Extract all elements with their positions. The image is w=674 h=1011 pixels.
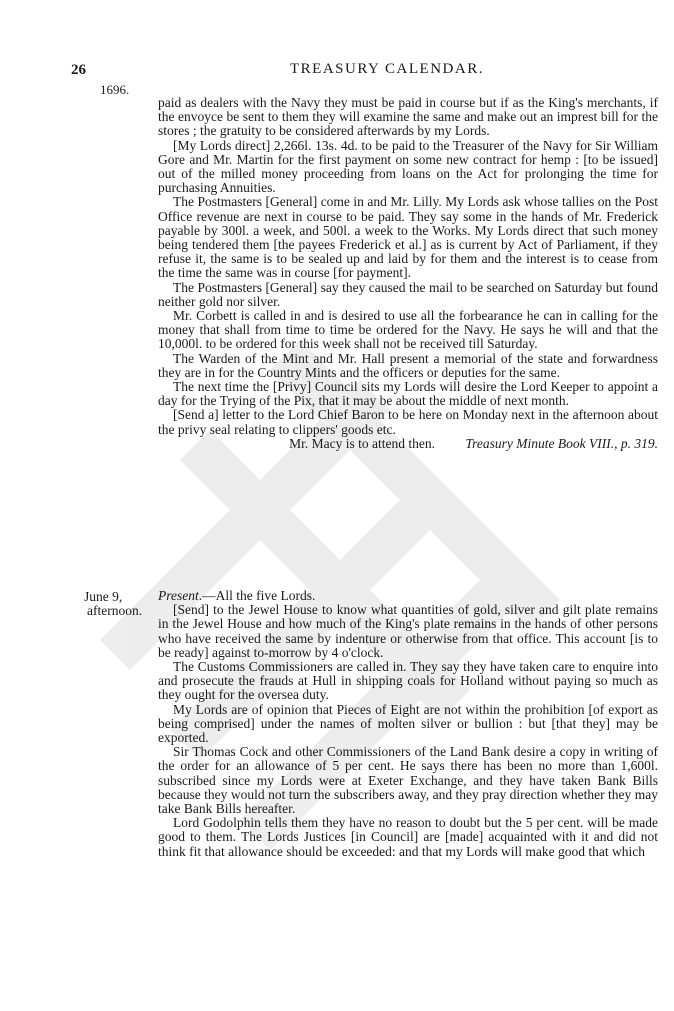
paragraph: [Send a] letter to the Lord Chief Baron to be here on Monday next in the afternoon about the privy seal relating to clippers' goods etc. bbox=[158, 407, 658, 437]
source-reference: Treasury Minute Book VIII., p. 319. bbox=[465, 435, 658, 451]
paragraph: The Postmasters [General] come in and Mr. Lilly. My Lords ask whose tallies on the Post Office revenue are next in course to be paid. They say some in the hands of Mr. Frederick payable by 300l. a week, and 500l. a week to the Works. My Lords direct that such money being tendered them [the payees Frederick et al.] as is current by Act of Parliament, if they refuse it, the same is to be sealed up and laid by for them and the interest is to cease from the time the same was in course [for payment]. bbox=[158, 194, 658, 281]
present-text: .—All the five Lords. bbox=[198, 588, 316, 603]
paragraph: paid as dealers with the Navy they must be paid in course but if as the King's merchants, if the envoyce be sent to them they will examine the same and make out an imprest bill for the stores ; the gratuity to be considered afterwards by my Lords. bbox=[158, 95, 658, 139]
margin-date bbox=[84, 590, 156, 618]
source-citation bbox=[158, 437, 658, 451]
paragraph: The next time the [Privy] Council sits my Lords will desire the Lord Keeper to appoint a day for the Trying of the Pix, that it may be about the middle of next month. bbox=[158, 379, 658, 409]
running-head: TREASURY CALENDAR. bbox=[290, 61, 484, 77]
margin-year: 1696. bbox=[100, 82, 130, 97]
paragraph: My Lords are of opinion that Pieces of Eight are not within the prohibition [of export as being comprised] under the names of molten silver or bullion : but [that they] may be exported. bbox=[158, 701, 658, 746]
present-label: Present bbox=[158, 588, 199, 603]
date-line: afternoon. bbox=[87, 603, 143, 619]
paragraph: The Warden of the Mint and Mr. Hall present a memorial of the state and forwardness they are in for the Country Mints and the officers or deputies for the same. bbox=[158, 350, 658, 380]
paragraph: Lord Godolphin tells them they have no reason to doubt but the 5 per cent. will be made good to them. The Lords Justices [in Council] are [made] acquainted with it and did not think fit that allowance should be exceeded: and that my Lords will make good that which bbox=[158, 815, 658, 859]
section-2 bbox=[158, 589, 658, 859]
page-number: 26 bbox=[71, 62, 86, 78]
paragraph: Sir Thomas Cock and other Commissioners of the Land Bank desire a copy in writing of the order for an allowance of 5 per cent. He says there has been no more than 1,600l. subscribed since my Lords were at Exeter Exchange, and they have taken Bank Bills because they would not turn the subscribers away, and they pray direction whether they may take Bank Bills hereafter. bbox=[158, 744, 658, 817]
paragraph: [My Lords direct] 2,266l. 13s. 4d. to be paid to the Treasurer of the Navy for Sir William Gore and Mr. Martin for the first payment on some new contract for hemp : [to be issued] out of the milled money proceeding from loans on the Act for prolonging the time for purchasing Annuities. bbox=[158, 137, 658, 196]
section-1 bbox=[158, 96, 658, 451]
paragraph: The Postmasters [General] say they caused the mail to be searched on Saturday but found neither gold nor silver. bbox=[158, 279, 658, 309]
present-line bbox=[158, 589, 658, 603]
source-lead: Mr. Macy is to attend then. bbox=[289, 435, 436, 451]
paragraph: Mr. Corbett is called in and is desired to use all the forbearance he can in calling for the money that shall from time to time be ordered for the Navy. He says he will and that the 10,000l. to be ordered for this week shall not be received till Saturday. bbox=[158, 308, 658, 352]
paragraph: The Customs Commissioners are called in. They say they have taken care to enquire into and prosecute the frauds at Hull in shipping coals for Holland without paying so much as they ought for the oversea duty. bbox=[158, 659, 658, 703]
paragraph: [Send] to the Jewel House to know what quantities of gold, silver and gilt plate remains in the Jewel House and how much of the King's plate remains in the hands of other persons who have received the same by indenture or otherwise from that office. This account [is to be ready] against to-morrow by 4 o'clock. bbox=[158, 602, 658, 660]
date-line: June 9, bbox=[84, 589, 123, 604]
